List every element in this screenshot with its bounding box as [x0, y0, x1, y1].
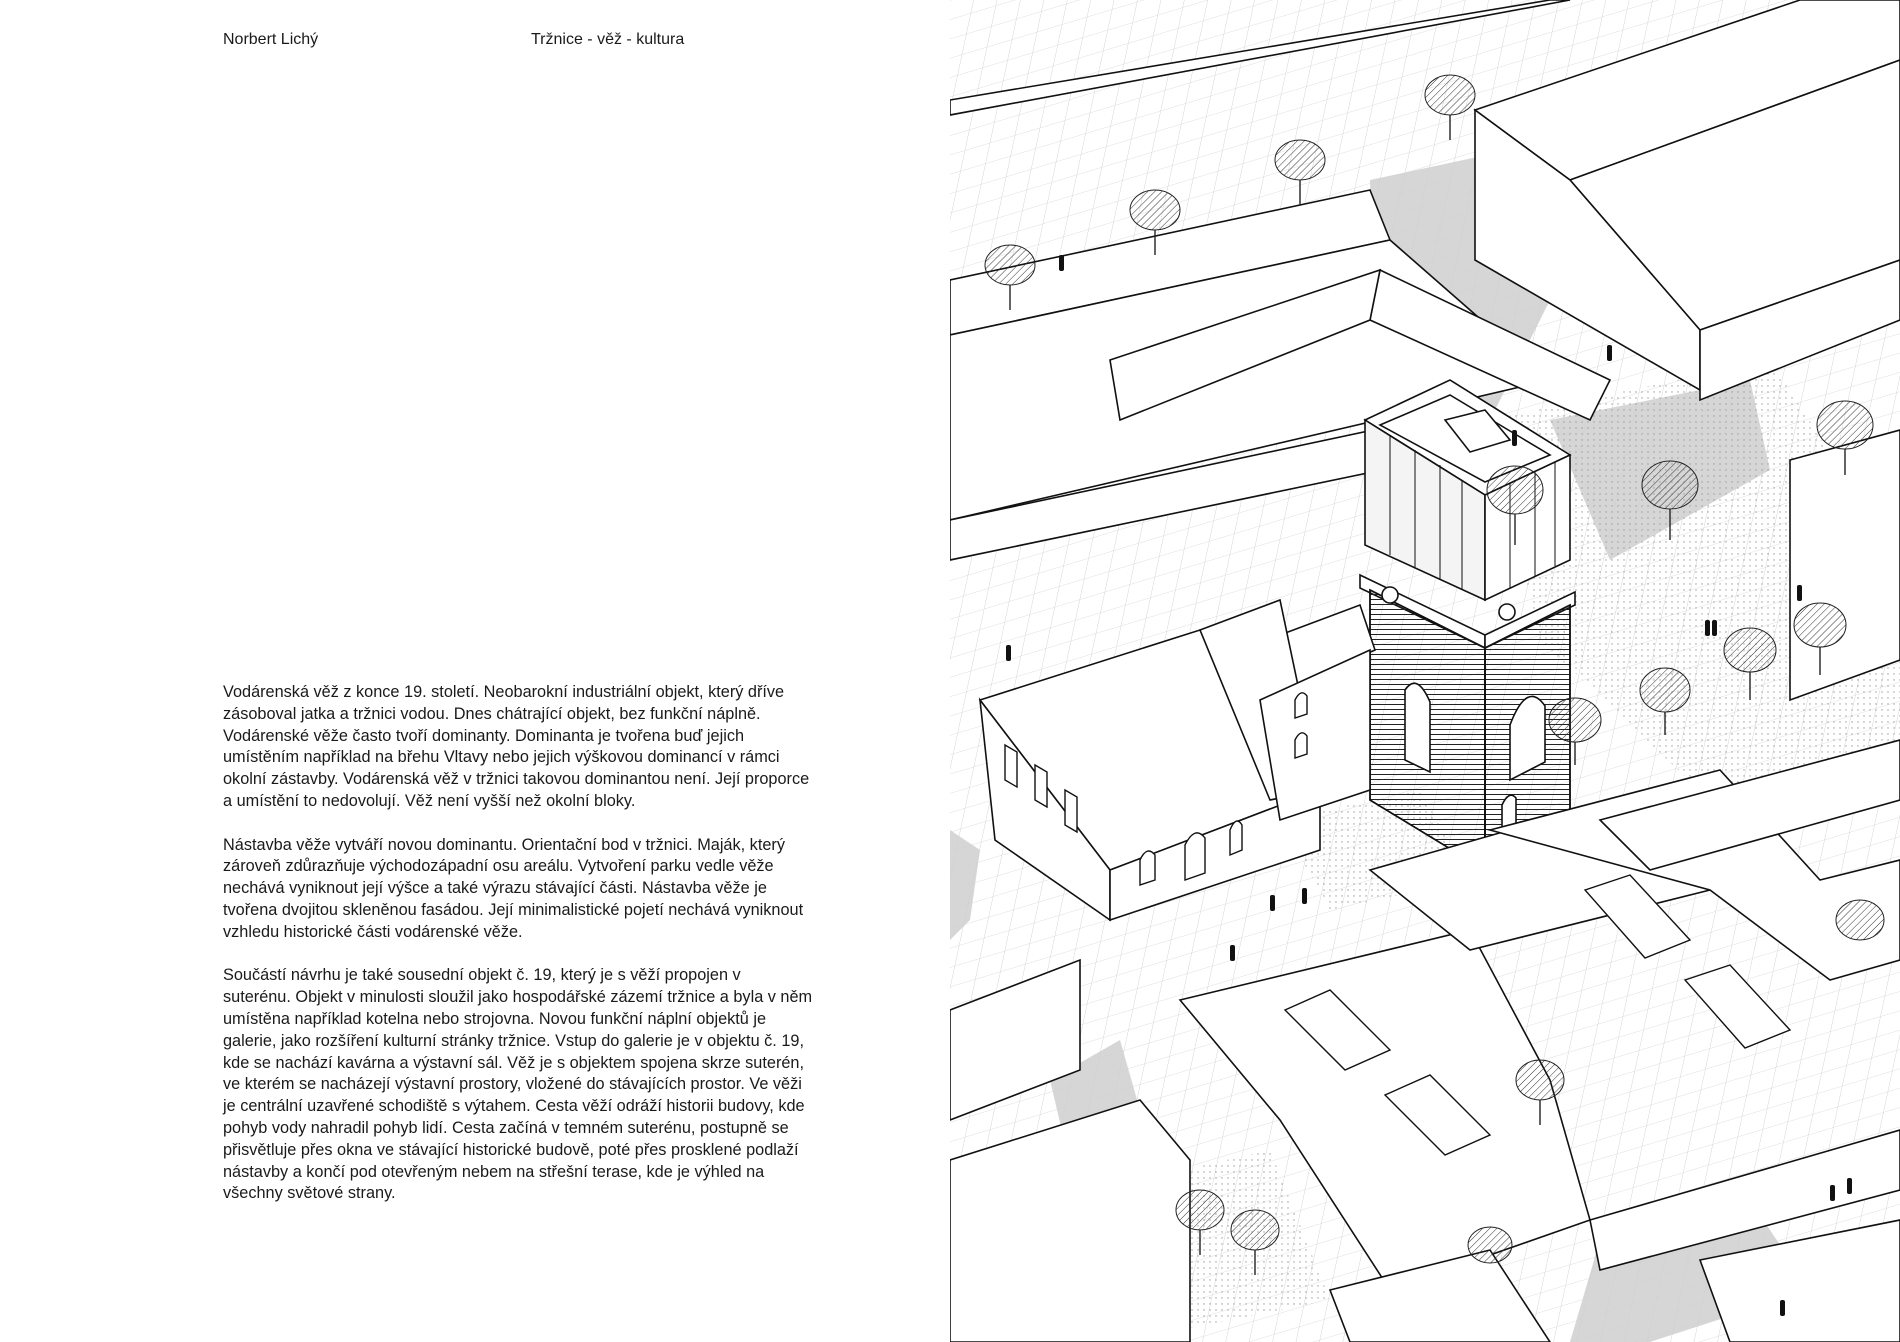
- author-name: Norbert Lichý: [223, 31, 319, 48]
- paragraph: Součástí návrhu je také sousední objekt č. 19, který je s věží propojen v suterénu. Objekt v minulosti sloužil jako hospodářské zázemí tržnice a byla v něm umístěna například kotelna nebo strojovna. Novou funkční náplní objektů je galerie, jako rozšíření kulturní stránky tržnice. Vstup do galerie je v objektu č. 19, kde se nachází kavárna a výstavní sál. Věž je s objektem spojena skrze suterén, ve kterém se nacházejí výstavní prostory, vložené do stávajících prostor. Ve věži je centrální uzavřené schodiště s výtahem. Cesta věží odráží historii budovy, kde pohyb vody nahradil pohyb lidí. Cesta začíná v temném suterénu, postupně se přisvětluje přes okna ve stávající historické budově, poté přes prosklené podlaží nástavby a končí pod otevřeným nebem na střešní terase, kde je výhled na všechny světové strany.: [223, 966, 813, 1203]
- axonometric-drawing-icon: [950, 0, 1900, 1342]
- paragraph: Nástavba věže vytváří novou dominantu. Orientační bod v tržnici. Maják, který zároveň zdůrazňuje východozápadní osu areálu. Vytvoření parku vedle věže nechává vyniknout její výšce a také výrazu stávající části. Nástavba věže je tvořena dvojitou skleněnou fasádou. Její minimalistické pojetí nechává vyniknout vzhledu historické části vodárenské věže.: [223, 835, 804, 941]
- body-text: [223, 682, 813, 1227]
- project-title: Tržnice - věž - kultura: [531, 31, 685, 48]
- paragraph: Vodárenská věž z konce 19. století. Neobarokní industriální objekt, který dříve zásoboval jatka a tržnici vodou. Dnes chátrající objekt, bez funkční náplně. Vodárenské věže často tvoří dominanty. Dominanta je tvořena buď jejich umístěním například na břehu Vltavy nebo jejich výškovou dominancí v rámci okolní zástavby. Vodárenská věž v tržnici takovou dominantou není. Její proporce a umístění to nedovolují. Věž není vyšší než okolní bloky.: [223, 683, 810, 810]
